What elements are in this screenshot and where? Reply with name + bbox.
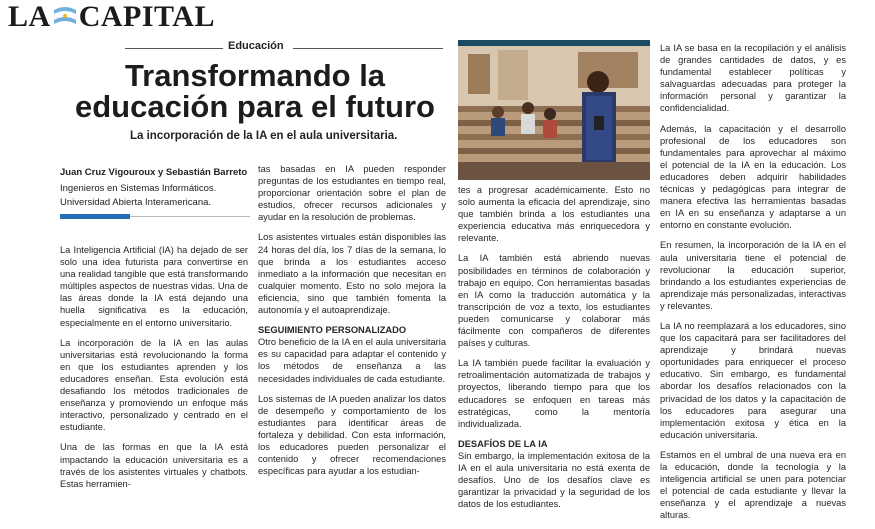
paragraph: Otro beneficio de la IA en el aula universitaria es su capacidad para adaptar el contenido y los métodos de enseñanza a las necesidades individuales de cada estudiante. (258, 337, 446, 384)
masthead-la: LA (8, 0, 51, 33)
byline-authors: Juan Cruz Vigouroux y Sebastián Barreto (60, 167, 248, 178)
masthead-logo[interactable] (8, 0, 215, 34)
subsection-heading: DESAFÍOS DE LA IA (458, 438, 548, 449)
article-column-1 (60, 244, 248, 498)
paragraph: La IA también está abriendo nuevas posibilidades en términos de colaboración y trabajo en equipo. Con herramientas basadas en IA como la traducción automática y la transcripción de voz a texto, los estudiantes pueden comunicarse y colaborar más fácilmente con compañeros de diferentes países y culturas. (458, 253, 650, 349)
article-column-4 (660, 42, 846, 529)
section-rule-right (293, 48, 443, 49)
paragraph: tas basadas en IA pueden responder preguntas de los estudiantes en tiempo real, proporcionar orientación sobre el plan de estudios, ofrecer recursos adicionales y ayudar en la resolución de problemas. (258, 164, 446, 223)
paragraph: Los asistentes virtuales están disponibles las 24 horas del día, los 7 días de la semana, lo que brinda a los estudiantes acceso inmediato a la información que necesitan en cualquier momento. Esto no solo mejora la eficiencia, sino que también fomenta la autonomía y el autoaprendizaje. (258, 232, 446, 316)
article-subheadline: La incorporación de la IA en el aula universitaria. (130, 130, 398, 142)
masthead-capital: CAPITAL (78, 0, 215, 33)
paragraph: La incorporación de la IA en las aulas universitarias está revolucionando la forma en que los estudiantes aprenden y los educadores enseñan. Esta evolución está desafiando los métodos tradicionales de enseñanza y promoviendo un enfoque más interactivo, personalizado y centrado en el estudiante. (60, 337, 248, 433)
paragraph: La IA no reemplazará a los educadores, sino que los capacitará para ser facilitadores del aprendizaje y brindará nuevas oportunidades para enriquecer el proceso educativo. Sin embargo, es fundamental abordar los desafíos relacionados con la privacidad de los datos y la capacitación de los educadores para asegurar una implementación exitosa y ética en la educación universitaria. (660, 320, 846, 440)
article-headline: Transformando la educación para el futuro (74, 58, 435, 124)
byline (60, 166, 250, 210)
paragraph: Estamos en el umbral de una nueva era en la educación, donde la tecnología y la inteligencia artificial se unen para potenciar el potencial de cada estudiante y llevar la enseñanza y el aprendizaje a nuevas alturas. (660, 449, 846, 521)
paragraph: La IA también puede facilitar la evaluación y retroalimentación automatizada de trabajos y proyectos, liberando tiempo para que los educadores se enfoquen en tareas más estratégicas, como la mentoría individualizada. (458, 358, 650, 429)
paragraph: La Inteligencia Artificial (IA) ha dejado de ser solo una idea futurista para convertirse en una realidad tangible que está transformando múltiples aspectos de nuestras vidas. Una de las áreas donde la IA está dejando una huella significativa es la educación, especialmente en el entorno universitario. (60, 245, 248, 328)
flag-icon (52, 4, 78, 30)
paragraph: La IA se basa en la recopilación y el análisis de grandes cantidades de datos, y es fundamental establecer políticas y salvaguardas adecuadas para proteger la información personal y garantizar la confidencialidad. (660, 43, 846, 114)
section-label: Educación (228, 40, 284, 52)
byline-divider (130, 216, 250, 217)
paragraph: Los sistemas de IA pueden analizar los datos de desempeño y comportamiento de los estudiantes para identificar áreas de fortaleza y debilidad. Con esta información, los educadores pueden personalizar el contenido y ofrecer recomendaciones específicas para ayudar a los estudian- (258, 393, 446, 477)
byline-affiliation-1: Ingenieros en Sistemas Informáticos. (60, 183, 217, 194)
paragraph: Sin embargo, la implementación exitosa de la IA en el aula universitaria no está exenta de desafíos. Uno de los desafíos clave es garantizar la privacidad y la seguridad de los datos de los estudiantes. (458, 450, 650, 510)
paragraph: En resumen, la incorporación de la IA en el aula universitaria tiene el potencial de revolucionar la educación superior, brindando a los estudiantes experiencias de aprendizaje más personalizadas, interactivas y relevantes. (660, 240, 846, 311)
section-rule-left (125, 48, 223, 49)
article-photo[interactable] (458, 46, 650, 180)
paragraph: tes a progresar académicamente. Esto no solo aumenta la eficacia del aprendizaje, sino que también brinda a los estudiantes una experiencia educativa más enriquecedora y relevante. (458, 185, 650, 244)
subsection-heading: SEGUIMIENTO PERSONALIZADO (258, 325, 407, 336)
paragraph: Además, la capacitación y el desarrollo profesional de los educadores son fundamentales para aprovechar al máximo el potencial de la IA en la educación. Los educadores deben adquirir habilidades técnicas y pedagógicas para integrar de manera efectiva las herramientas basadas en IA en su enseñanza y adaptarse a un entorno en constante evolución. (660, 123, 846, 231)
article-column-3 (458, 184, 650, 518)
paragraph: Una de las formas en que la IA está impactando la educación universitaria es a través de los asistentes virtuales y chatbots. Estas herramien- (60, 442, 248, 489)
byline-accent-bar (60, 214, 130, 219)
byline-affiliation-2: Universidad Abierta Interamericana. (60, 197, 212, 208)
article-column-2 (258, 163, 446, 485)
